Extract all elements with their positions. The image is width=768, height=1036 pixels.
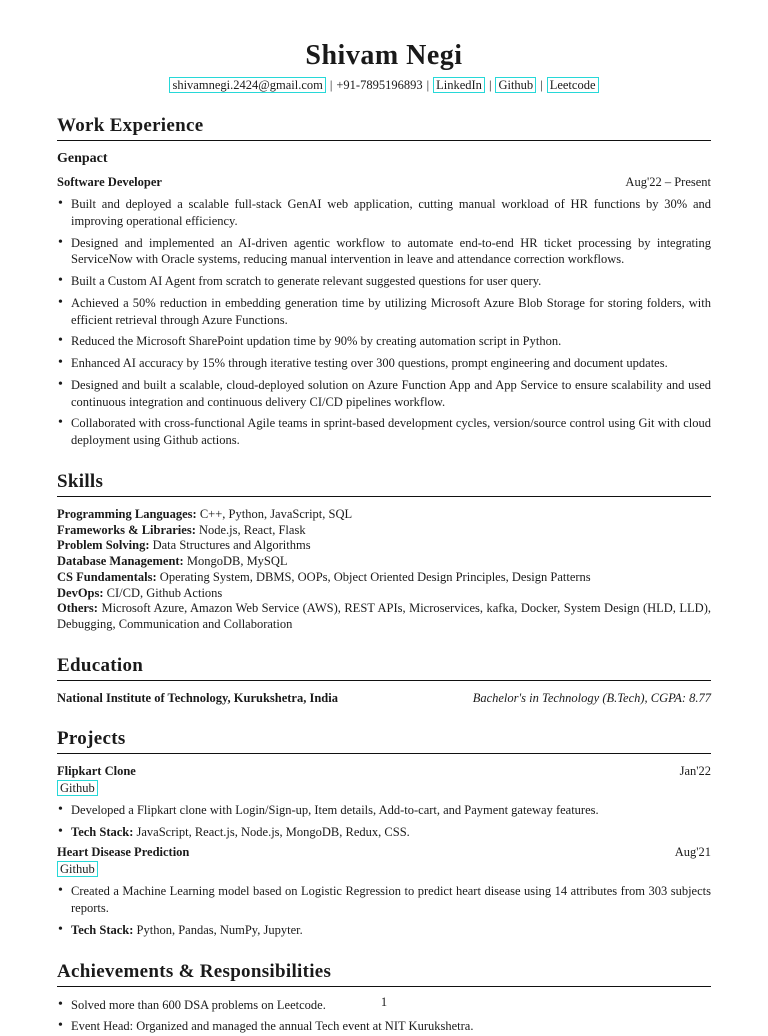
- project-bullet: • Developed a Flipkart clone with Login/Sign-up, Item details, Add-to-cart, and Payment gateway features.: [57, 802, 711, 819]
- work-bullet-list: [57, 196, 711, 449]
- work-bullet: • Achieved a 50% reduction in embedding generation time by utilizing Microsoft Azure Blob Storage for storing folders, with efficient retrieval through Azure Functions.: [57, 295, 711, 329]
- work-bullet: • Built and deployed a scalable full-stack GenAI web application, cutting manual workload of HR functions by 30% and improving operational efficiency.: [57, 196, 711, 230]
- work-bullet: • Designed and implemented an AI-driven agentic workflow to automate end-to-end HR ticket processing by integrating ServiceNow with Oracle systems, reducing manual intervention in leave and attendance correction workflows.: [57, 235, 711, 269]
- skill-values: CI/CD, Github Actions: [106, 585, 223, 600]
- tech-stack-label: Tech Stack:: [71, 922, 134, 937]
- section-projects: [57, 728, 711, 939]
- project-bullet: [57, 922, 711, 939]
- project-bullet: [57, 824, 711, 841]
- project-link-line: [57, 781, 711, 796]
- project-name: Heart Disease Prediction: [57, 845, 190, 860]
- skill-line: [57, 586, 711, 602]
- achievements-heading: Achievements & Responsibilities: [57, 961, 711, 987]
- work-bullet: • Designed and built a scalable, cloud-deployed solution on Azure Function App and App Service to ensure scalability and used continuous integration and continuous delivery CI/CD pipelines workflow.: [57, 377, 711, 411]
- tech-stack-label: Tech Stack:: [71, 824, 134, 839]
- education-row: [57, 691, 711, 706]
- project-header: [57, 764, 711, 779]
- education-heading: Education: [57, 655, 711, 681]
- skill-label: Problem Solving:: [57, 538, 150, 553]
- skill-values: Microsoft Azure, Amazon Web Service (AWS), REST APIs, Microservices, kafka, Docker, System Design (HLD, LLD), Debugging, Communication and Collaboration: [57, 601, 711, 631]
- project-github-link[interactable]: Github: [57, 861, 98, 877]
- candidate-name: Shivam Negi: [305, 40, 463, 71]
- section-education: [57, 655, 711, 706]
- project-bullet: • Created a Machine Learning model based on Logistic Regression to predict heart disease using 14 attributes from 303 subjects reports.: [57, 883, 711, 917]
- work-bullet: • Reduced the Microsoft SharePoint updation time by 90% by creating automation script in Python.: [57, 333, 711, 350]
- project-link-line: [57, 862, 711, 877]
- project-bullet-list: [57, 802, 711, 841]
- achievement-bullet: • Solved more than 600 DSA problems on Leetcode.: [57, 997, 711, 1014]
- phone-number: +91-7895196893: [336, 78, 423, 92]
- skill-label: Frameworks & Libraries:: [57, 522, 196, 537]
- skill-values: Node.js, React, Flask: [198, 522, 306, 537]
- linkedin-link[interactable]: LinkedIn: [433, 77, 485, 93]
- skill-values: C++, Python, JavaScript, SQL: [199, 506, 353, 521]
- work-bullet: • Enhanced AI accuracy by 15% through iterative testing over 300 questions, prompt engineering and document updates.: [57, 355, 711, 372]
- company-name: Genpact: [57, 151, 108, 166]
- skill-label: Programming Languages:: [57, 506, 197, 521]
- skill-values: Data Structures and Algorithms: [152, 538, 311, 553]
- project-date: Aug'21: [674, 845, 711, 860]
- job-title: Software Developer: [57, 175, 162, 189]
- skill-label: Others:: [57, 601, 98, 616]
- contact-separator: |: [329, 78, 333, 92]
- work-experience-heading: Work Experience: [57, 115, 711, 141]
- work-bullet: • Collaborated with cross-functional Agile teams in sprint-based development cycles, version/source control using Git with cloud deployment using Github actions.: [57, 415, 711, 449]
- page-number: 1: [380, 995, 388, 1009]
- skill-values: Operating System, DBMS, OOPs, Object Oriented Design Principles, Design Patterns: [159, 569, 591, 584]
- project-date: Jan'22: [679, 763, 711, 778]
- tech-stack-values: Python, Pandas, NumPy, Jupyter.: [136, 922, 303, 937]
- project-github-link[interactable]: Github: [57, 780, 98, 796]
- job-dates: Aug'22 – Present: [625, 175, 711, 189]
- contact-separator: |: [488, 78, 492, 92]
- skill-label: DevOps:: [57, 585, 104, 600]
- skill-line: [57, 601, 711, 633]
- projects-heading: Projects: [57, 728, 711, 754]
- skills-heading: Skills: [57, 471, 711, 497]
- achievement-bullet: • Event Head: Organized and managed the annual Tech event at NIT Kurukshetra.: [57, 1018, 711, 1035]
- skill-line: [57, 523, 711, 539]
- job-title-row: [57, 175, 711, 190]
- leetcode-link[interactable]: Leetcode: [547, 77, 599, 93]
- contact-separator: |: [426, 78, 430, 92]
- resume-header: [57, 40, 711, 93]
- skill-label: Database Management:: [57, 554, 184, 568]
- section-skills: [57, 471, 711, 633]
- tech-stack-values: JavaScript, React.js, Node.js, MongoDB, Redux, CSS.: [136, 824, 410, 839]
- degree-info: Bachelor's in Technology (B.Tech), CGPA: 8.77: [472, 690, 711, 705]
- work-bullet: • Built a Custom AI Agent from scratch to generate relevant suggested questions for user query.: [57, 273, 711, 290]
- skill-line: [57, 554, 711, 570]
- project-bullet-list: [57, 883, 711, 938]
- skill-line: [57, 570, 711, 586]
- github-link[interactable]: Github: [495, 77, 536, 93]
- project-header: [57, 845, 711, 860]
- skill-label: CS Fundamentals:: [57, 569, 157, 584]
- skill-values: MongoDB, MySQL: [186, 554, 288, 568]
- institution-name: National Institute of Technology, Kurukshetra, India: [57, 690, 338, 705]
- project-name: Flipkart Clone: [57, 763, 136, 778]
- contact-line: [57, 78, 711, 93]
- section-work-experience: [57, 115, 711, 449]
- email-link[interactable]: shivamnegi.2424@gmail.com: [169, 77, 325, 93]
- skill-line: [57, 507, 711, 523]
- contact-separator: |: [540, 78, 543, 92]
- skill-line: [57, 538, 711, 554]
